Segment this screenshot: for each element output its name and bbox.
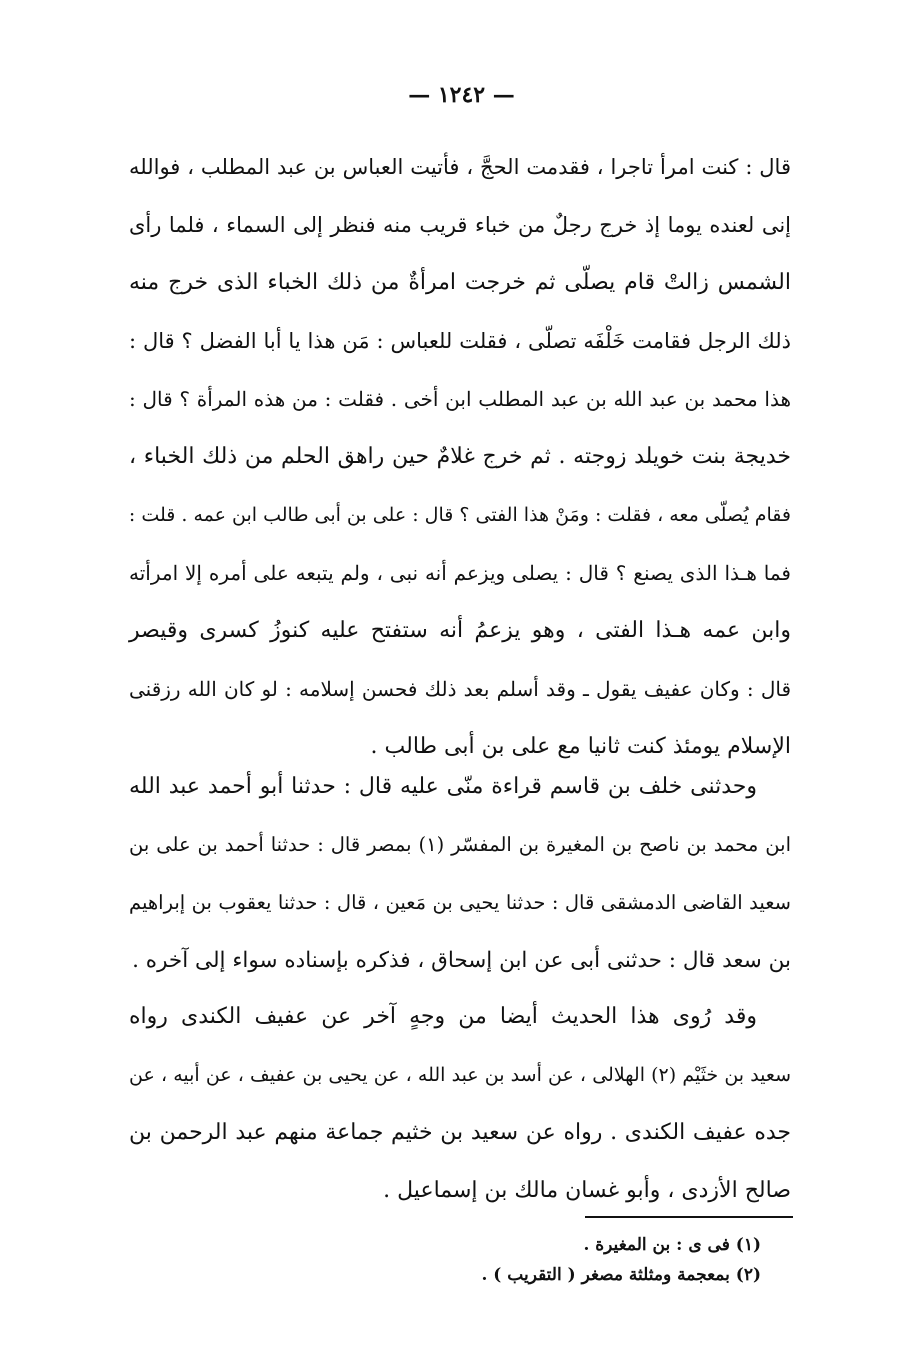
text-line: سعيد بن خثَيْم (٢) الهلالى ، عن أسد بن عبد الله ، عن يحيى بن عفيف ، عن أبيه ، عن xyxy=(129,1064,792,1086)
text-line: الشمس زالتْ قام يصلّى ثم خرجت امرأةٌ من ذلك الخباء الذى خرج منه xyxy=(129,270,791,295)
text-line: قال : وكان عفيف يقول ـ وقد أسلم بعد ذلك فحسن إسلامه : لو كان الله رزقنى xyxy=(129,677,791,701)
text-line: فما هـذا الذى يصنع ؟ قال : يصلى ويزعم أنه نبى ، ولم يتبعه على أمره إلا امرأته xyxy=(129,561,791,585)
text-line: الإسلام يومئذ كنت ثانيا مع على بن أبى طالب . xyxy=(370,734,791,759)
text-line: جده عفيف الكندى . رواه عن سعيد بن خثيم جماعة منهم عبد الرحمن بن xyxy=(129,1120,791,1145)
text-line: فقام يُصلّى معه ، فقلت : ومَنْ هذا الفتى ؟ قال : على بن أبى طالب ابن عمه . قلت : xyxy=(128,504,791,526)
text-line: قال : كنت امرأ تاجرا ، فقدمت الحجَّ ، فأتيت العباس بن عبد المطلب ، فوالله xyxy=(129,155,791,179)
text-line: وابن عمه هـذا الفتى ، وهو يزعمُ أنه ستفتح عليه كنوزُ كسرى وقيصر xyxy=(129,618,791,643)
text-line: سعيد القاضى الدمشقى قال : حدثنا يحيى بن مَعين ، قال : حدثنا يعقوب بن إبراهيم xyxy=(129,891,791,914)
footnotes xyxy=(121,1230,761,1290)
page-number: — ١٢٤٢ — xyxy=(408,82,515,108)
text-line: ذلك الرجل فقامت خَلْفَه تصلّى ، فقلت للعباس : مَن هذا يا أبا الفضل ؟ قال : xyxy=(129,329,791,353)
footnote-1: (١) فى ى : بن المغيرة . xyxy=(583,1235,761,1255)
text-line: صالح الأزدى ، وأبو غسان مالك بن إسماعيل . xyxy=(383,1178,791,1203)
text-line: بن سعد قال : حدثنى أبى عن ابن إسحاق ، فذكره بإسناده سواء إلى آخره . xyxy=(132,948,791,973)
text-line: ابن محمد بن ناصح بن المغيرة بن المفسّر (١) بمصر قال : حدثنا أحمد بن على بن xyxy=(129,833,791,856)
text-line: خديجة بنت خويلد زوجته . ثم خرج غلامٌ حين راهق الحلم من ذلك الخباء ، xyxy=(129,444,791,469)
footnote-2: (٢) بمعجمة ومثلثة مصغر ( التقريب ) . xyxy=(481,1265,761,1285)
paragraph-1 xyxy=(129,138,791,776)
text-line: وحدثنى خلف بن قاسم قراءة منّى عليه قال : حدثنا أبو أحمد عبد الله xyxy=(129,774,757,799)
paragraph-2 xyxy=(129,758,791,990)
text-line: هذا محمد بن عبد الله بن عبد المطلب ابن أخى . فقلت : من هذه المرأة ؟ قال : xyxy=(129,387,791,411)
footnote-divider xyxy=(585,1216,793,1218)
paragraph-3 xyxy=(129,988,791,1220)
text-line: وقد رُوى هذا الحديث أيضا من وجهٍ آخر عن عفيف الكندى رواه xyxy=(129,1004,757,1029)
text-line: إنى لعنده يوما إذ خرج رجلٌ من خباء قريب منه فنظر إلى السماء ، فلما رأى xyxy=(129,213,791,237)
